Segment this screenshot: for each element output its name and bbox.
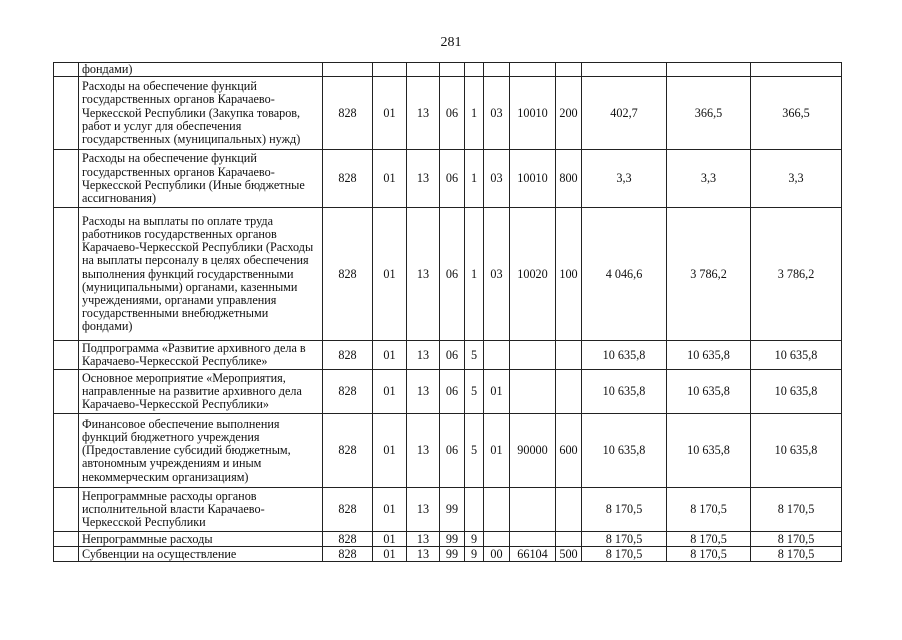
row-number-cell xyxy=(54,341,79,370)
row-c3-cell: 13 xyxy=(407,208,440,341)
row-c7-cell xyxy=(510,63,556,77)
table-row xyxy=(54,488,842,532)
row-c6-cell: 00 xyxy=(484,547,510,562)
row-v1-cell: 3,3 xyxy=(582,150,667,208)
row-c5-cell: 5 xyxy=(465,341,484,370)
row-number-cell xyxy=(54,208,79,341)
row-v2-cell: 10 635,8 xyxy=(667,370,751,414)
row-v2-cell: 3 786,2 xyxy=(667,208,751,341)
table-row xyxy=(54,547,842,562)
table-row xyxy=(54,341,842,370)
row-c8-cell xyxy=(556,341,582,370)
row-c2-cell: 01 xyxy=(373,77,407,150)
table-row xyxy=(54,150,842,208)
row-c2-cell: 01 xyxy=(373,370,407,414)
row-c2-cell: 01 xyxy=(373,547,407,562)
row-c1-cell xyxy=(323,63,373,77)
row-c6-cell: 01 xyxy=(484,370,510,414)
row-c5-cell: 9 xyxy=(465,547,484,562)
row-name-cell: Расходы на обеспечение функций государственных органов Карачаево-Черкесской Республики (Иные бюджетные ассигнования) xyxy=(79,150,323,208)
table-row xyxy=(54,532,842,547)
row-c2-cell xyxy=(373,63,407,77)
row-c5-cell: 1 xyxy=(465,77,484,150)
row-v3-cell: 366,5 xyxy=(751,77,842,150)
row-v3-cell: 10 635,8 xyxy=(751,414,842,488)
row-c3-cell: 13 xyxy=(407,414,440,488)
row-v2-cell: 8 170,5 xyxy=(667,547,751,562)
row-c3-cell: 13 xyxy=(407,547,440,562)
row-c4-cell xyxy=(440,63,465,77)
row-name-cell: Непрограммные расходы xyxy=(79,532,323,547)
row-c3-cell: 13 xyxy=(407,77,440,150)
row-c6-cell: 03 xyxy=(484,150,510,208)
row-number-cell xyxy=(54,150,79,208)
table-row xyxy=(54,63,842,77)
row-c3-cell: 13 xyxy=(407,150,440,208)
row-c4-cell: 06 xyxy=(440,150,465,208)
row-v2-cell: 10 635,8 xyxy=(667,341,751,370)
row-v1-cell xyxy=(582,63,667,77)
row-c7-cell xyxy=(510,488,556,532)
row-c5-cell xyxy=(465,63,484,77)
row-v3-cell: 8 170,5 xyxy=(751,488,842,532)
row-c6-cell: 03 xyxy=(484,208,510,341)
table-row xyxy=(54,77,842,150)
row-c1-cell: 828 xyxy=(323,532,373,547)
page-number: 281 xyxy=(440,35,462,50)
row-c2-cell: 01 xyxy=(373,150,407,208)
table-row xyxy=(54,370,842,414)
row-c7-cell: 90000 xyxy=(510,414,556,488)
row-c1-cell: 828 xyxy=(323,341,373,370)
row-v3-cell xyxy=(751,63,842,77)
row-c4-cell: 06 xyxy=(440,370,465,414)
row-c8-cell: 800 xyxy=(556,150,582,208)
row-c7-cell: 66104 xyxy=(510,547,556,562)
row-c3-cell xyxy=(407,63,440,77)
row-c4-cell: 06 xyxy=(440,208,465,341)
row-v3-cell: 8 170,5 xyxy=(751,547,842,562)
row-name-cell: Финансовое обеспечение выполнения функций бюджетного учреждения (Предоставление субсидий бюджетным, автономным учреждениям и иным некоммерческим организациям) xyxy=(79,414,323,488)
row-number-cell xyxy=(54,547,79,562)
row-c7-cell: 10020 xyxy=(510,208,556,341)
row-c6-cell xyxy=(484,341,510,370)
row-number-cell xyxy=(54,63,79,77)
row-c8-cell: 200 xyxy=(556,77,582,150)
row-c1-cell: 828 xyxy=(323,414,373,488)
row-c4-cell: 99 xyxy=(440,532,465,547)
row-v1-cell: 10 635,8 xyxy=(582,341,667,370)
row-c1-cell: 828 xyxy=(323,547,373,562)
row-c3-cell: 13 xyxy=(407,532,440,547)
row-v2-cell: 8 170,5 xyxy=(667,532,751,547)
row-name-cell: Расходы на выплаты по оплате труда работников государственных органов Карачаево-Черкесской Республики (Расходы на выплаты персоналу в целях обеспечения выполнения функций государственными (муниципальными) органами, казенными учреждениями, органами управления государственными внебюджетными фондами) xyxy=(79,208,323,341)
row-name-cell: Основное мероприятие «Мероприятия, направленные на развитие архивного дела Карачаево-Черкесской Республики» xyxy=(79,370,323,414)
row-c4-cell: 06 xyxy=(440,414,465,488)
row-v3-cell: 10 635,8 xyxy=(751,341,842,370)
row-v2-cell: 10 635,8 xyxy=(667,414,751,488)
row-v1-cell: 402,7 xyxy=(582,77,667,150)
row-v3-cell: 3 786,2 xyxy=(751,208,842,341)
row-c6-cell xyxy=(484,488,510,532)
budget-table xyxy=(53,62,842,562)
row-c7-cell: 10010 xyxy=(510,77,556,150)
row-number-cell xyxy=(54,414,79,488)
row-c6-cell xyxy=(484,532,510,547)
row-c8-cell: 500 xyxy=(556,547,582,562)
row-name-cell: Непрограммные расходы органов исполнительной власти Карачаево-Черкесской Республики xyxy=(79,488,323,532)
table-row xyxy=(54,208,842,341)
row-c6-cell xyxy=(484,63,510,77)
row-c8-cell xyxy=(556,63,582,77)
row-c2-cell: 01 xyxy=(373,532,407,547)
row-c7-cell xyxy=(510,532,556,547)
row-name-cell: Подпрограмма «Развитие архивного дела в Карачаево-Черкесской Республике» xyxy=(79,341,323,370)
row-name-cell: Субвенции на осуществление xyxy=(79,547,323,562)
row-c3-cell: 13 xyxy=(407,370,440,414)
row-name-cell: фондами) xyxy=(79,63,323,77)
row-c2-cell: 01 xyxy=(373,414,407,488)
row-c4-cell: 99 xyxy=(440,488,465,532)
row-c5-cell xyxy=(465,488,484,532)
row-c1-cell: 828 xyxy=(323,208,373,341)
row-c7-cell: 10010 xyxy=(510,150,556,208)
row-v1-cell: 10 635,8 xyxy=(582,370,667,414)
row-v2-cell xyxy=(667,63,751,77)
row-v1-cell: 8 170,5 xyxy=(582,547,667,562)
row-c2-cell: 01 xyxy=(373,488,407,532)
table-row xyxy=(54,414,842,488)
row-v3-cell: 10 635,8 xyxy=(751,370,842,414)
row-v1-cell: 8 170,5 xyxy=(582,532,667,547)
row-c8-cell xyxy=(556,532,582,547)
row-v1-cell: 8 170,5 xyxy=(582,488,667,532)
row-c4-cell: 06 xyxy=(440,77,465,150)
row-c3-cell: 13 xyxy=(407,341,440,370)
row-number-cell xyxy=(54,77,79,150)
row-c8-cell xyxy=(556,488,582,532)
row-v2-cell: 366,5 xyxy=(667,77,751,150)
row-c5-cell: 5 xyxy=(465,414,484,488)
row-number-cell xyxy=(54,370,79,414)
row-c1-cell: 828 xyxy=(323,488,373,532)
row-c8-cell: 600 xyxy=(556,414,582,488)
row-number-cell xyxy=(54,532,79,547)
row-v1-cell: 4 046,6 xyxy=(582,208,667,341)
row-c8-cell xyxy=(556,370,582,414)
row-v1-cell: 10 635,8 xyxy=(582,414,667,488)
row-c1-cell: 828 xyxy=(323,77,373,150)
row-c7-cell xyxy=(510,341,556,370)
row-v3-cell: 3,3 xyxy=(751,150,842,208)
row-c5-cell: 9 xyxy=(465,532,484,547)
row-c6-cell: 01 xyxy=(484,414,510,488)
row-c7-cell xyxy=(510,370,556,414)
row-v2-cell: 8 170,5 xyxy=(667,488,751,532)
row-name-cell: Расходы на обеспечение функций государственных органов Карачаево-Черкесской Республики (Закупка товаров, работ и услуг для обеспечения государственных (муниципальных) нужд) xyxy=(79,77,323,150)
row-c5-cell: 1 xyxy=(465,150,484,208)
row-c5-cell: 5 xyxy=(465,370,484,414)
row-v2-cell: 3,3 xyxy=(667,150,751,208)
row-c4-cell: 99 xyxy=(440,547,465,562)
row-number-cell xyxy=(54,488,79,532)
row-c5-cell: 1 xyxy=(465,208,484,341)
row-c8-cell: 100 xyxy=(556,208,582,341)
row-v3-cell: 8 170,5 xyxy=(751,532,842,547)
row-c4-cell: 06 xyxy=(440,341,465,370)
row-c1-cell: 828 xyxy=(323,370,373,414)
row-c1-cell: 828 xyxy=(323,150,373,208)
row-c2-cell: 01 xyxy=(373,341,407,370)
row-c2-cell: 01 xyxy=(373,208,407,341)
row-c6-cell: 03 xyxy=(484,77,510,150)
row-c3-cell: 13 xyxy=(407,488,440,532)
